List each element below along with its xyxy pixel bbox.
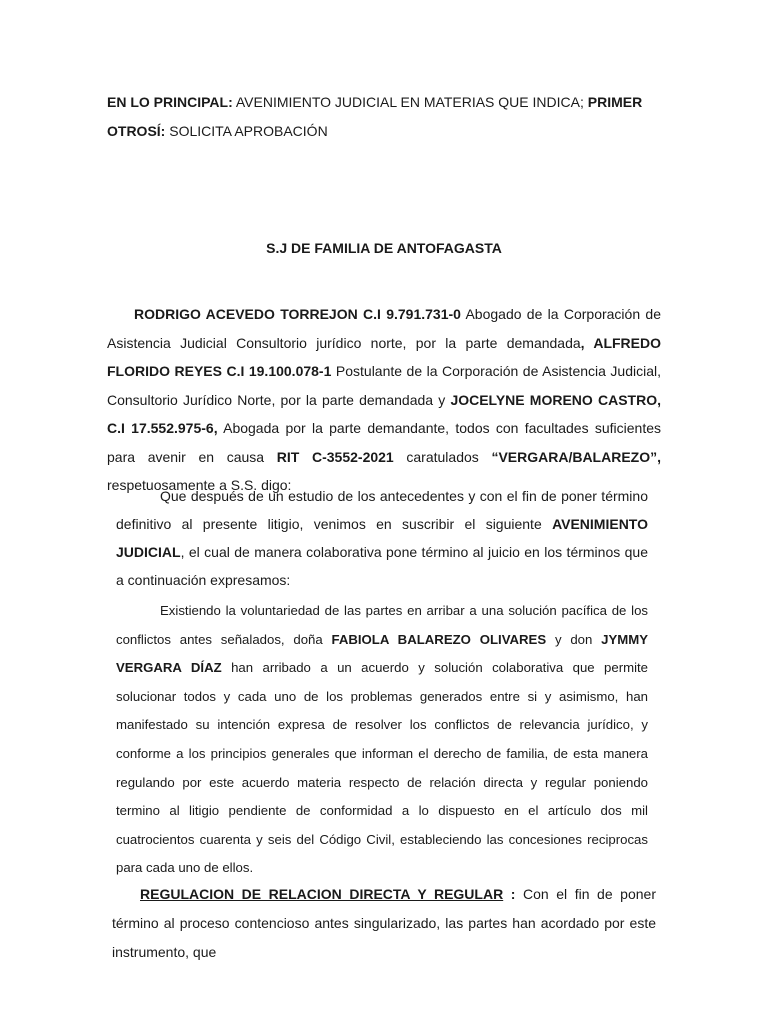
tribunal-heading: S.J DE FAMILIA DE ANTOFAGASTA [266,240,502,256]
case-rit: RIT C-3552-2021 [276,448,394,465]
voluntariedad-text-3: han arribado a un acuerdo y solución colaborativa que permite solucionar todos y cada uno de los problemas generados entre si y asimismo, han manifestado su intención expresa de resolver los conflictos de relevancia jurídico, y conforme a los principios generales que informan el derecho de familia, de esta manera regulando por este acuerdo materia respecto de relación directa y regular poniendo termino al litigio pendiente de conformidad a lo dispuesto en el artículo dos mil cuatrocientos cuarenta y seis del Código Civil, estableciendo las concesiones reciprocas para cada uno de ellos. [116,660,649,876]
regulacion-colon: : [503,886,516,902]
acuerdo-paragraph [116,482,648,594]
comparecencia-text-2: Postulante de la Corporación de Asistencia Judicial, Consultorio Jurídico Norte, por la parte demandada y [107,363,662,408]
text-principal: AVENIMIENTO JUDICIAL EN MATERIAS QUE INDICA [232,94,580,110]
party-fabiola: FABIOLA BALAREZO OLIVARES [331,631,547,647]
party-name-alfredo: , ALFREDO FLORIDO REYES C.I 19.100.078-1 [107,334,661,379]
comparecencia-text-3: Abogada por la parte demandante, todos con facultades suficientes para avenir en causa [107,420,661,465]
voluntariedad-text-2: y don [546,631,602,647]
party-name-rodrigo: RODRIGO ACEVEDO TORREJON C.I 9.791.731-0 [134,306,461,322]
comparecencia-text-1: Abogado de la Corporación de Asistencia Judicial Consultorio jurídico norte, por la parte demandada [107,306,661,351]
regulacion-text-1: Con el fin de poner término al proceso contencioso antes singularizado, las partes han acordado por este instrumento, que [112,886,656,960]
regulacion-heading: REGULACION DE RELACION DIRECTA Y REGULAR [140,886,504,902]
comparecencia-paragraph [107,300,661,500]
acuerdo-text-1: Que después de un estudio de los antecedentes y con el fin de poner término definitivo al presente litigio, venimos en suscribir el siguiente [116,488,648,532]
party-jymmy: JYMMY VERGARA DÍAZ [116,631,649,676]
acuerdo-text-2: , el cual de manera colaborativa pone término al juicio en los términos que a continuación expresamos: [116,544,648,588]
voluntariedad-paragraph [116,597,648,883]
label-principal: EN LO PRINCIPAL: [107,94,233,110]
label-primer-otrosi: PRIMER OTROSÍ: [107,94,643,139]
comparecencia-text-4: caratulados [393,448,492,465]
sumilla-separator: ; [579,94,588,110]
sumilla [107,88,667,146]
voluntariedad-text-1: Existiendo la voluntariedad de las partes en arribar a una solución pacífica de los conflictos antes señalados, doña [116,603,648,647]
avenimiento-judicial-term: AVENIMIENTO JUDICIAL [116,516,648,560]
text-otrosi: SOLICITA APROBACIÓN [165,123,328,139]
case-caratula: “VERGARA/BALAREZO”, [491,448,661,465]
comparecencia-text-5: respetuosamente a S.S. digo: [107,477,292,493]
regulacion-paragraph [112,880,656,967]
party-name-jocelyne: JOCELYNE MORENO CASTRO, C.I 17.552.975-6, [107,391,661,436]
